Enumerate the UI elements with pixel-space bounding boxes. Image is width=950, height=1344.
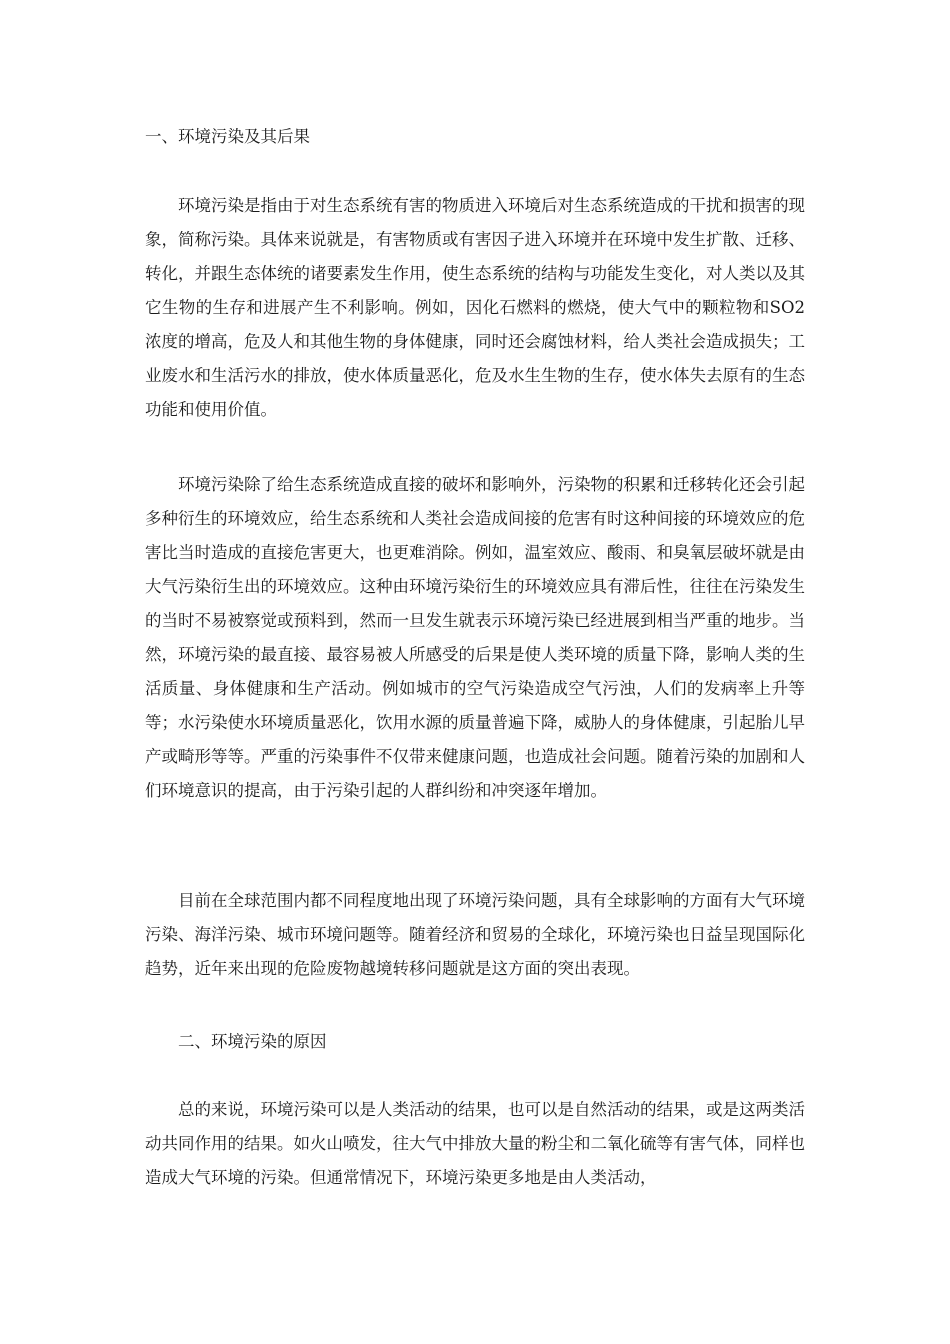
paragraph-4: 总的来说，环境污染可以是人类活动的结果，也可以是自然活动的结果，或是这两类活动共同作用的结果。如火山喷发，往大气中排放大量的粉尘和二氧化硫等有害气体，同样也造成大气环境的污染。但通常情况下，环境污染更多地是由人类活动， bbox=[145, 1100, 805, 1187]
section-heading-1: 一、环境污染及其后果 bbox=[145, 127, 310, 146]
paragraph-2: 环境污染除了给生态系统造成直接的破坏和影响外，污染物的积累和迁移转化还会引起多种衍生的环境效应，给生态系统和人类社会造成间接的危害有时这种间接的环境效应的危害比当时造成的直接危害更大，也更难消除。例如，温室效应、酸雨、和臭氧层破坏就是由大气污染衍生出的环境效应。这种由环境污染衍生的环境效应具有滞后性，往往在污染发生的当时不易被察觉或预料到，然而一旦发生就表示环境污染已经进展到相当严重的地步。当然，环境污染的最直接、最容易被人所感受的后果是使人类环境的质量下降，影响人类的生活质量、身体健康和生产活动。例如城市的空气污染造成空气污浊，人们的发病率上升等等；水污染使水环境质量恶化，饮用水源的质量普遍下降，威胁人的身体健康，引起胎儿早产或畸形等等。严重的污染事件不仅带来健康问题，也造成社会问题。随着污染的加剧和人们环境意识的提高，由于污染引起的人群纠纷和冲突逐年增加。 bbox=[145, 475, 805, 800]
paragraph-3: 目前在全球范围内都不同程度地出现了环境污染问题，具有全球影响的方面有大气环境污染、海洋污染、城市环境问题等。随着经济和贸易的全球化，环境污染也日益呈现国际化趋势，近年来出现的危险废物越境转移问题就是这方面的突出表现。 bbox=[145, 891, 805, 978]
section-heading-2: 二、环境污染的原因 bbox=[178, 1032, 327, 1051]
paragraph-1: 环境污染是指由于对生态系统有害的物质进入环境后对生态系统造成的干扰和损害的现象，简称污染。具体来说就是，有害物质或有害因子进入环境并在环境中发生扩散、迁移、转化，并跟生态体统的诸要素发生作用，使生态系统的结构与功能发生变化，对人类以及其它生物的生存和进展产生不利影响。例如，因化石燃料的燃烧，使大气中的颗粒物和SO2浓度的增高，危及人和其他生物的身体健康，同时还会腐蚀材料，给人类社会造成损失；工业废水和生活污水的排放，使水体质量恶化，危及水生生物的生存，使水体失去原有的生态功能和使用价值。 bbox=[145, 196, 805, 419]
